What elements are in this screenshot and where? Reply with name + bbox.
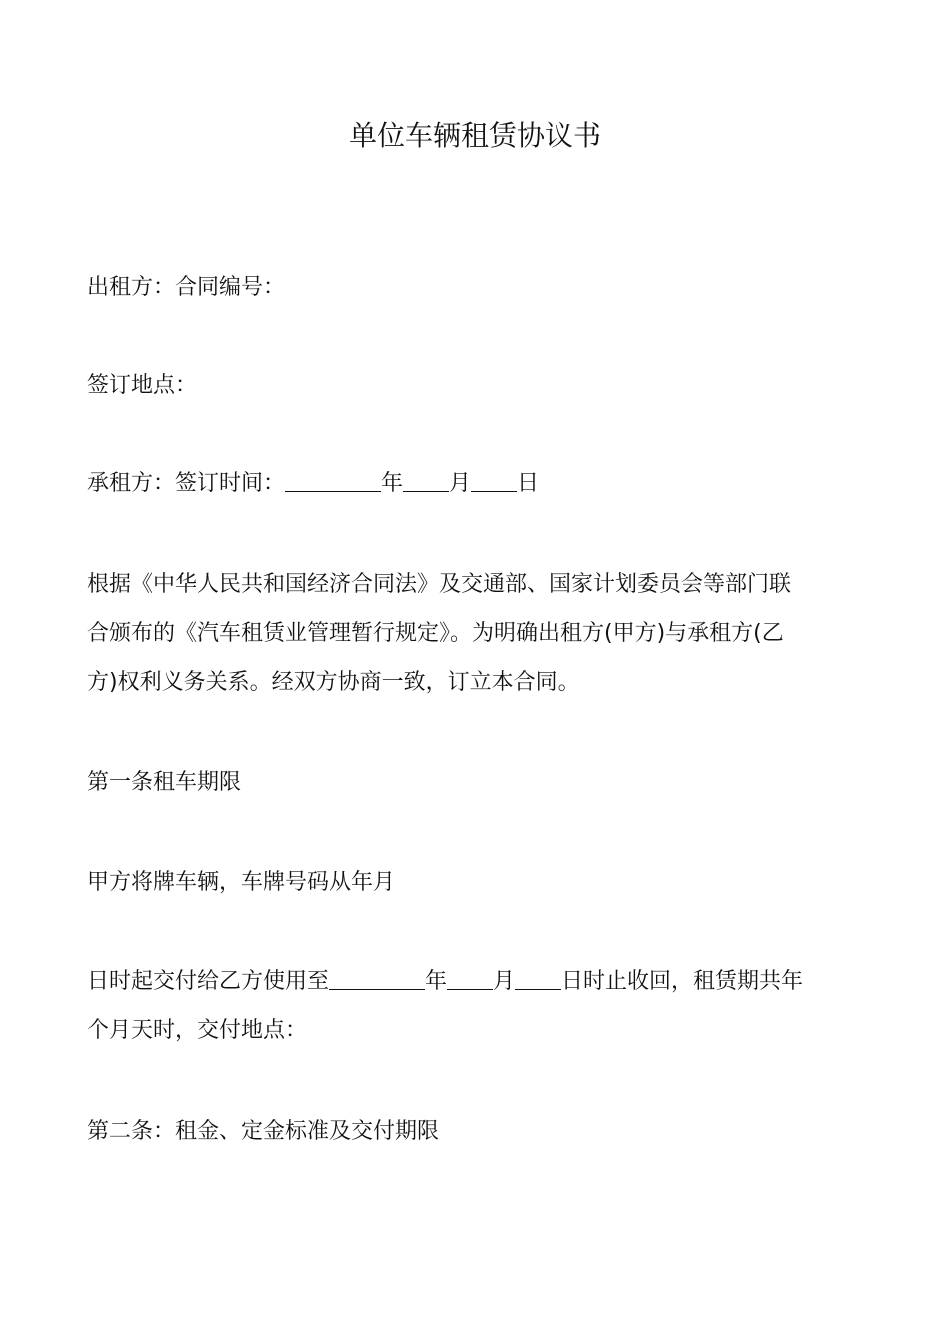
year-blank [285, 469, 381, 492]
year-label: 年 [381, 471, 404, 496]
end-year-blank [329, 967, 425, 990]
lessee-signing-time-line [87, 459, 867, 508]
article-1-heading: 第一条租车期限 [87, 770, 242, 795]
article-1-line-2 [87, 957, 867, 1006]
month-label: 月 [449, 471, 472, 496]
lessee-prefix: 承租方：签订时间： [87, 471, 286, 496]
month-blank [403, 469, 449, 492]
day-label: 日 [517, 471, 540, 496]
article-2-heading: 第二条：租金、定金标准及交付期限 [87, 1119, 440, 1144]
article-1-line-2-suffix: 日时止收回，租赁期共年 [561, 969, 804, 994]
article-1-line-1: 甲方将牌车辆，车牌号码从年月 [87, 870, 396, 895]
preamble-line-2: 合颁布的《汽车租赁业管理暂行规定》。为明确出租方(甲方)与承租方(乙 [87, 621, 784, 646]
preamble-line-3: 方)权利义务关系。经双方协商一致，订立本合同。 [87, 670, 580, 695]
signing-place-line: 签订地点： [87, 373, 198, 398]
end-year-label: 年 [425, 969, 448, 994]
article-1-line-3: 个月天时，交付地点： [87, 1018, 308, 1043]
end-day-blank [515, 967, 561, 990]
document-title: 单位车辆租赁协议书 [348, 119, 601, 152]
article-1-line-2-prefix: 日时起交付给乙方使用至 [87, 969, 330, 994]
end-month-blank [447, 967, 493, 990]
preamble-line-1: 根据《中华人民共和国经济合同法》及交通部、国家计划委员会等部门联 [87, 572, 792, 597]
day-blank [471, 469, 517, 492]
end-month-label: 月 [493, 969, 516, 994]
lessor-line: 出租方：合同编号： [87, 275, 286, 300]
